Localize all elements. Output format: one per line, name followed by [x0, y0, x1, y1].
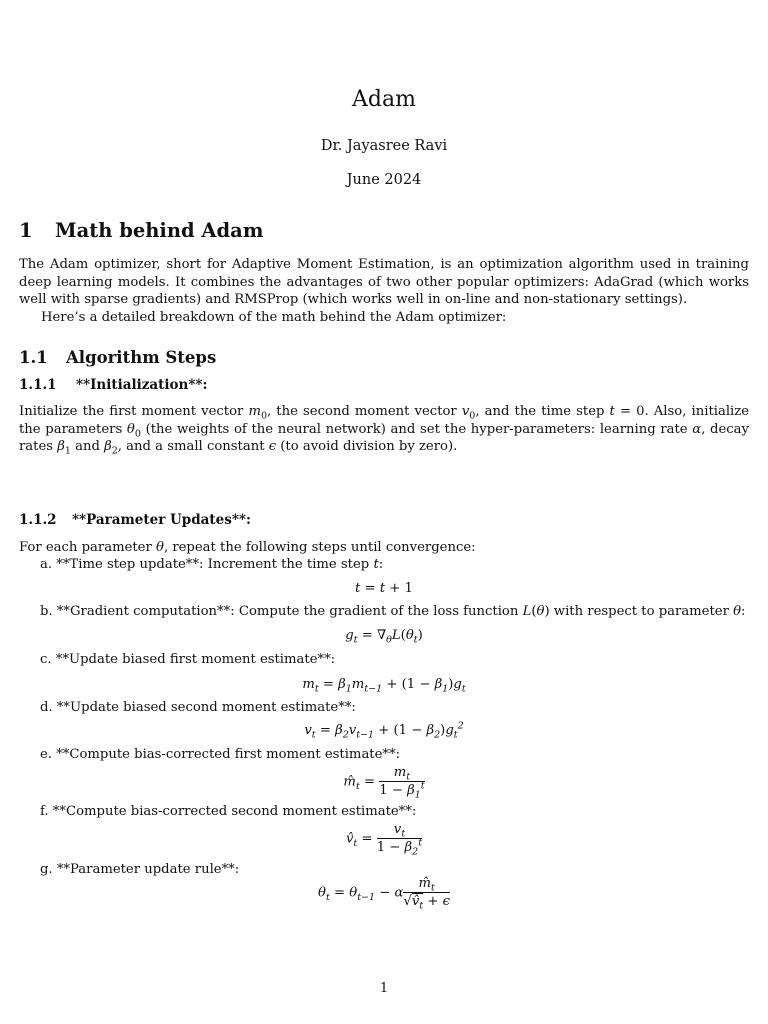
document-date: June 2024 — [346, 172, 422, 188]
init-text: , and a small constant — [117, 439, 269, 454]
updates-intro: For each parameter θ, repeat the following steps until convergence: — [19, 540, 476, 555]
init-text: . Also, initialize the parameters — [19, 404, 750, 437]
fraction: $\frac{m̂_t}{√v̂_t + \epsilon}$ — [403, 876, 450, 912]
init-text: and — [70, 439, 105, 454]
section-title: Math behind Adam — [55, 219, 264, 242]
breakdown-paragraph: Here’s a detailed breakdown of the math behind the Adam optimizer: — [41, 310, 507, 325]
section-number: 1.1.1 — [19, 377, 57, 393]
step-f: f. **Compute bias-corrected second moment estimate**: — [40, 804, 417, 819]
equation-bias-corrected-first: $m̂_t$ = $\frac{m_t}{1 - \beta_1^t}$ — [343, 765, 425, 801]
step-label: b. **Gradient computation**: Compute the gradient of the loss function — [40, 604, 523, 619]
intro-paragraph: The Adam optimizer, short for Adaptive Moment Estimation, is an optimization algorithm used in training deep learning models. It combines the advantages of two other popular optimizers: AdaGrad (which works well with sparse gradients) and RMSProp (which works well in on-line and non-stationary settings). — [19, 257, 749, 307]
section-heading-1-1-1 — [19, 376, 207, 394]
section-title: Algorithm Steps — [66, 348, 217, 367]
init-text: , and the time step — [475, 404, 610, 419]
equation-parameter-update: $\theta_t = \theta_{t-1} - \alpha$ $\frac{m̂_t}{√v̂_t + \epsilon}$ — [318, 876, 450, 912]
step-g: g. **Parameter update rule**: — [40, 862, 240, 877]
updates-text: For each parameter — [19, 540, 156, 555]
equation-first-moment: $m_t = \beta_1m_{t-1} + (1 - \beta_1)g_t$ — [302, 677, 466, 695]
section-heading-1-1 — [19, 347, 216, 369]
step-d: d. **Update biased second moment estimate**: — [40, 700, 356, 715]
equation-gradient: $g_t = \nabla_\theta L(\theta_t)$ — [345, 628, 423, 646]
equation-bias-corrected-second: $v̂_t$ = $\frac{v_t}{1 - \beta_2^t}$ — [345, 822, 423, 858]
step-label: a. **Time step update**: Increment the time step — [40, 557, 374, 572]
initialization-paragraph: Initialize the first moment vector $m_0$, the second moment vector $v_0$, and the time step t = 0. Also, initialize the parameters $\theta_0$ (the weights of the neural network) and set the hyper-parameters: learning rate α, decay rates $\beta_1$ and $\beta_2$, and a small constant ϵ (to avoid division by zero). — [19, 404, 750, 457]
section-number: 1.1.2 — [19, 512, 57, 528]
init-text: Initialize the first moment vector — [19, 404, 249, 419]
section-heading-1-1-2 — [19, 511, 251, 529]
step-e: e. **Compute bias-corrected first moment estimate**: — [40, 747, 401, 762]
section-heading-1 — [19, 219, 263, 243]
step-c: c. **Update biased first moment estimate**: — [40, 652, 336, 667]
init-text: , decay rates — [19, 421, 749, 454]
step-b: b. **Gradient computation**: Compute the gradient of the loss function L(θ) with respect to parameter θ: — [40, 604, 746, 619]
fraction: $\frac{m_t}{1 - \beta_1^t}$ — [379, 765, 425, 801]
equation-time-step: t = t + 1 — [355, 581, 413, 596]
fraction: $\frac{v_t}{1 - \beta_2^t}$ — [376, 822, 423, 858]
updates-text: , repeat the following steps until convergence: — [163, 540, 476, 555]
section-title: **Initialization**: — [76, 377, 208, 393]
section-number: 1 — [19, 219, 33, 242]
document-author: Dr. Jayasree Ravi — [320, 138, 448, 154]
step-label: with respect to parameter — [549, 604, 734, 619]
section-title: **Parameter Updates**: — [72, 512, 251, 528]
init-text: (to avoid division by zero). — [276, 439, 458, 454]
step-a: a. **Time step update**: Increment the time step t: — [40, 557, 384, 572]
equation-second-moment: $v_t = \beta_2v_{t-1} + (1 - \beta_2)g_t^2$ — [304, 720, 464, 741]
page-number: 1 — [379, 981, 389, 996]
section-number: 1.1 — [19, 348, 48, 367]
document-title: Adam — [352, 87, 416, 112]
init-text: (the weights of the neural network) and set the hyper-parameters: learning rate — [140, 421, 693, 437]
init-text: , the second moment vector — [267, 404, 462, 419]
